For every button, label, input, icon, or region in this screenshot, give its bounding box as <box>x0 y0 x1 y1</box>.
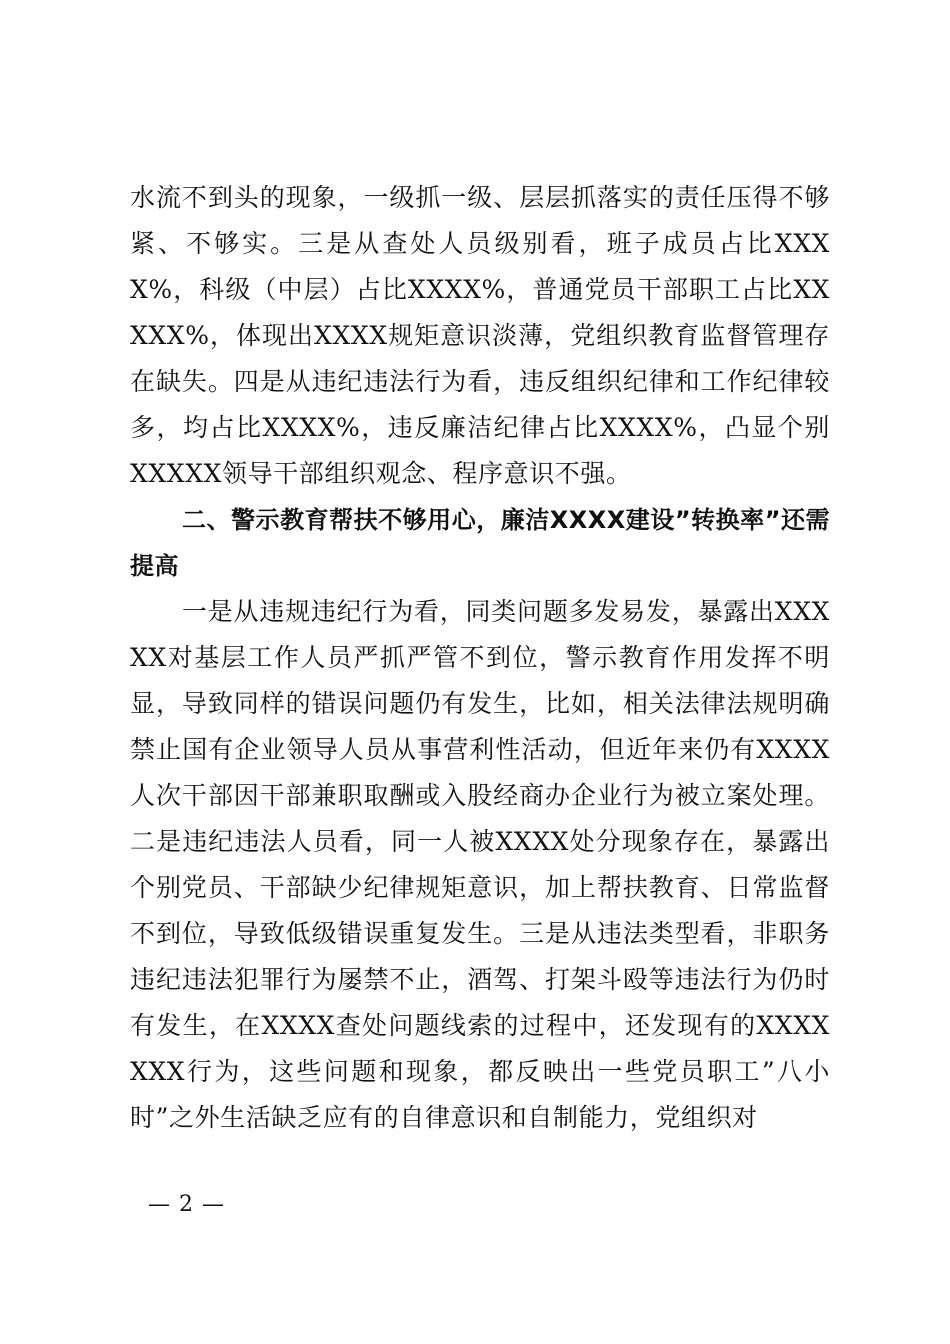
page-number: — 2 — <box>148 1192 225 1217</box>
body-paragraph: 水流不到头的现象，一级抓一级、层层抓落实的责任压得不够紧、不够实。三是从查处人员级别看，班子成员占比XXXX%，科级（中层）占比XXXX%，普通党员干部职工占比XXXXX%，体现出XXXX规矩意识淡薄，党组织教育监督管理存在缺失。四是从违纪违法行为看，违反组织纪律和工作纪律较多，均占比XXXX%，违反廉洁纪律占比XXXX%，凸显个别XXXXX领导干部组织观念、程序意识不强。 <box>130 183 830 488</box>
body-paragraph: 一是从违规违纪行为看，同类问题多发易发，暴露出XXXXX对基层工作人员严抓严管不到位，警示教育作用发挥不明显，导致同样的错误问题仍有发生，比如，相关法律法规明确禁止国有企业领导人员从事营利性活动，但近年来仍有XXXX人次干部因干部兼职取酬或入股经商办企业行为被立案处理。二是违纪违法人员看，同一人被XXXX处分现象存在，暴露出个别党员、干部缺少纪律规矩意识，加上帮扶教育、日常监督不到位，导致低级错误重复发生。三是从违法类型看，非职务违纪违法犯罪行为屡禁不止，酒驾、打架斗殴等违法行为仍时有发生，在XXXX查处问题线索的过程中，还发现有的XXXXXXX行为，这些问题和现象，都反映出一些党员职工”八小时”之外生活缺乏应有的自律意识和自制能力，党组织对 <box>130 597 830 1132</box>
section-heading: 二、警示教育帮扶不够用心，廉洁XXXX建设”转换率”还需提高 <box>130 506 830 580</box>
document-body <box>130 175 830 1141</box>
